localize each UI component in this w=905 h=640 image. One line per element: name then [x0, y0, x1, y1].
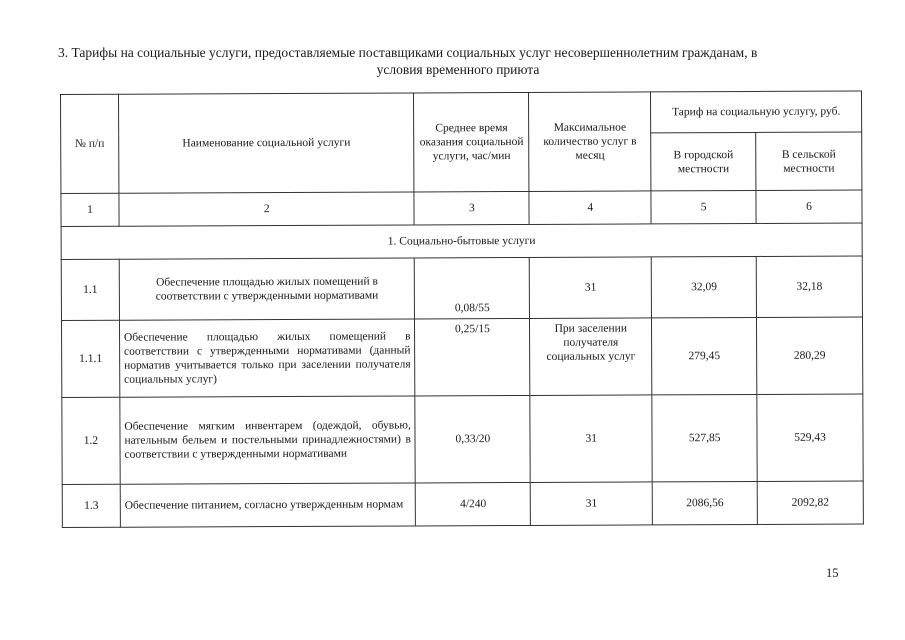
- col-number-1: 1: [61, 193, 119, 226]
- row-rural: 32,18: [756, 256, 862, 317]
- col-number-4: 4: [529, 191, 651, 225]
- col-number-3: 3: [414, 191, 529, 225]
- table-row: [62, 394, 863, 484]
- row-urban: 32,09: [651, 256, 756, 317]
- row-max: 31: [530, 257, 652, 319]
- section-row: [61, 223, 862, 259]
- row-max: При заселении получателя социальных услуг: [530, 318, 652, 396]
- row-urban: 527,85: [652, 394, 757, 481]
- row-name: Обеспечение площадью жилых помещений в соответствии с утвержденными нормативами (данный норматив учитывается только при заселении получателя социальных услуг): [119, 319, 415, 397]
- header-avg-time: Среднее время оказания социальной услуги, час/мин: [414, 92, 529, 192]
- table-row: [61, 256, 862, 320]
- row-time: 4/240: [416, 482, 531, 526]
- col-number-2: 2: [119, 192, 415, 226]
- header-rural: В сельской местности: [756, 132, 862, 190]
- col-number-5: 5: [651, 190, 756, 223]
- header-max-count: Максимальное количество услуг в месяц: [529, 92, 651, 192]
- row-rural: 280,29: [757, 317, 863, 394]
- heading-line-2: условия временного приюта: [376, 62, 540, 77]
- row-time: 0,08/55: [415, 257, 530, 319]
- row-time: 0,25/15: [415, 318, 530, 396]
- heading-line-1: 3. Тарифы на социальные услуги, предоставляемые поставщиками социальных услуг несовершеннолетним гражданам, в: [58, 45, 758, 60]
- header-num: № п/п: [61, 94, 119, 193]
- row-num: 1.3: [62, 484, 120, 527]
- tariffs-table: [60, 91, 864, 528]
- row-max: 31: [531, 482, 653, 526]
- row-rural: 2092,82: [757, 481, 863, 524]
- row-name: Обеспечение мягким инвентарем (одеждой, обувью, нательным бельем и постельными принадлежностями) в соответствии с утвержденными нормативами: [120, 396, 416, 484]
- page-number: 15: [826, 566, 839, 580]
- section-title: 1. Социально-бытовые услуги: [61, 223, 862, 259]
- column-number-row: [61, 190, 862, 226]
- table-row: [62, 481, 863, 527]
- row-urban: 2086,56: [652, 481, 757, 524]
- row-num: 1.2: [62, 397, 120, 484]
- row-time: 0,33/20: [415, 395, 530, 483]
- row-name: Обеспечение площадью жилых помещений в соответствии с утвержденными нормативами: [119, 258, 415, 320]
- section-heading: [58, 44, 858, 78]
- header-name: Наименование социальной услуги: [118, 93, 414, 193]
- row-max: 31: [530, 395, 652, 483]
- row-num: 1.1.1: [61, 320, 119, 397]
- header-row-1: [61, 91, 862, 135]
- row-name: Обеспечение питанием, согласно утвержденным нормам: [120, 483, 416, 527]
- col-number-6: 6: [756, 190, 862, 223]
- row-rural: 529,43: [757, 394, 863, 481]
- header-tariff: Тариф на социальную услугу, руб.: [651, 91, 862, 133]
- header-urban: В городской местности: [651, 132, 756, 190]
- table-row: [61, 317, 862, 397]
- row-num: 1.1: [61, 259, 119, 320]
- row-urban: 279,45: [652, 317, 757, 394]
